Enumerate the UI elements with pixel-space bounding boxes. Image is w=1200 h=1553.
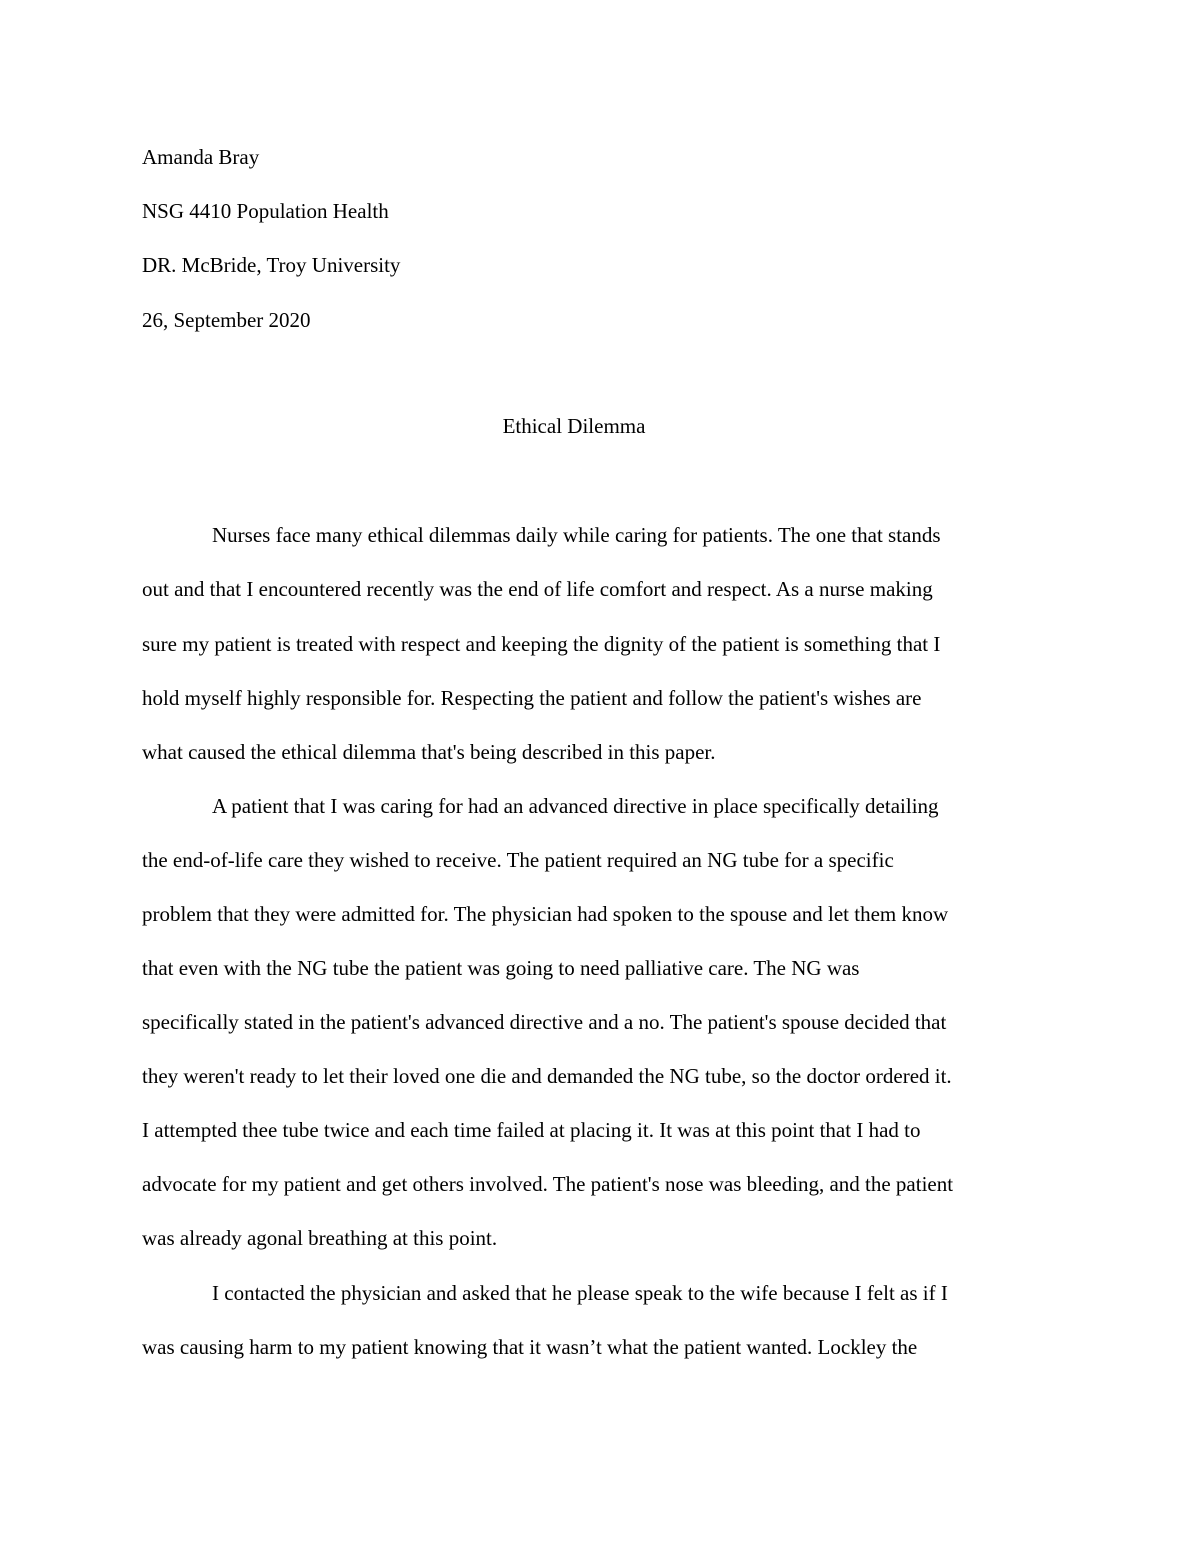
paragraph-2-line-5: specifically stated in the patient's advanced directive and a no. The patient's spouse decided that: [142, 1010, 947, 1034]
paragraph-3-line-2: was causing harm to my patient knowing that it wasn’t what the patient wanted. Lockley the: [142, 1335, 918, 1359]
paragraph-2-line-3: problem that they were admitted for. The physician had spoken to the spouse and let them know: [142, 902, 949, 926]
paragraph-1-line-1: Nurses face many ethical dilemmas daily while caring for patients. The one that stands: [212, 523, 941, 547]
paragraph-1-line-2: out and that I encountered recently was the end of life comfort and respect. As a nurse making: [142, 577, 933, 601]
paragraph-1-line-4: hold myself highly responsible for. Respecting the patient and follow the patient's wishes are: [142, 686, 922, 710]
document-title: Ethical Dilemma: [502, 414, 646, 438]
author-name: Amanda Bray: [142, 145, 260, 169]
paragraph-2-line-9: was already agonal breathing at this point.: [142, 1226, 498, 1250]
paragraph-2-line-2: the end-of-life care they wished to receive. The patient required an NG tube for a specific: [142, 848, 894, 872]
course-name: NSG 4410 Population Health: [142, 199, 389, 223]
paragraph-2-line-1: A patient that I was caring for had an advanced directive in place specifically detailing: [212, 794, 939, 818]
paragraph-2-line-8: advocate for my patient and get others involved. The patient's nose was bleeding, and the patient: [142, 1172, 954, 1196]
paragraph-3-line-1: I contacted the physician and asked that he please speak to the wife because I felt as if I: [212, 1281, 948, 1305]
paragraph-1-line-5: what caused the ethical dilemma that's being described in this paper.: [142, 740, 716, 764]
paragraph-2-line-6: they weren't ready to let their loved one die and demanded the NG tube, so the doctor ordered it.: [142, 1064, 952, 1088]
document-date: 26, September 2020: [142, 308, 311, 332]
paragraph-1-line-3: sure my patient is treated with respect and keeping the dignity of the patient is something that I: [142, 632, 941, 656]
paragraph-2-line-4: that even with the NG tube the patient was going to need palliative care. The NG was: [142, 956, 860, 980]
paragraph-2-line-7: I attempted thee tube twice and each time failed at placing it. It was at this point that I had to: [142, 1118, 921, 1142]
instructor-name: DR. McBride, Troy University: [142, 253, 401, 277]
